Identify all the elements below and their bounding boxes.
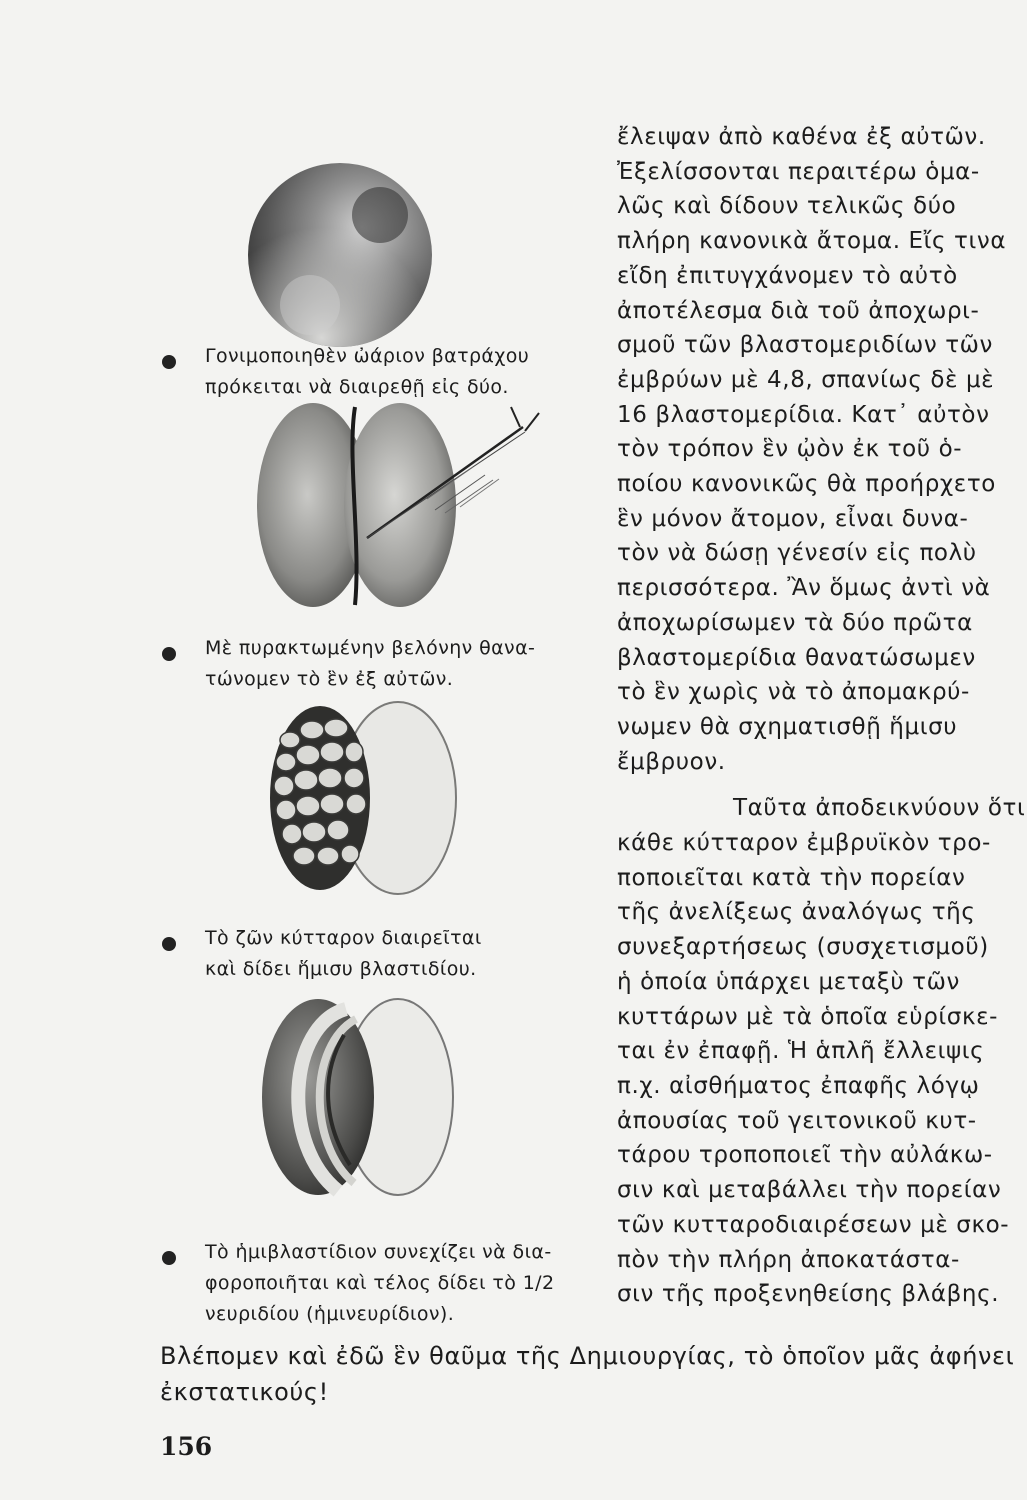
caption-line: Τὸ ζῶν κύτταρον διαιρεῖται: [205, 927, 482, 949]
half-neurula-figure: [258, 995, 458, 1205]
text-line: περισσότερα. Ἂν ὅμως ἀντὶ νὰ: [617, 575, 991, 602]
text-line: Ταῦτα ἀποδεικνύουν ὅτι: [733, 795, 1026, 822]
fertilized-egg-figure: [240, 155, 440, 355]
caption-line: πρόκειται νὰ διαιρεθῇ εἰς δύο.: [205, 376, 509, 398]
text-line: ἀποχωρίσωμεν τὰ δύο πρῶτα: [617, 609, 973, 636]
dividing-cell-figure: [268, 700, 458, 900]
needle-figure: [255, 395, 555, 625]
figure-caption-1: [205, 341, 529, 403]
text-line: ποποιεῖται κατὰ τὴν πορείαν: [617, 864, 966, 891]
caption-line: Τὸ ἡμιβλαστίδιον συνεχίζει νὰ δια-: [205, 1241, 552, 1263]
text-line: τάρου τροποποιεῖ τὴν αὐλάκω-: [617, 1142, 993, 1169]
text-line: ἀπουσίας τοῦ γειτονικοῦ κυτ-: [617, 1107, 977, 1134]
text-line: βλαστομερίδια θανατώσωμεν: [617, 644, 976, 671]
text-line: κάθε κύτταρον ἐμβρυϊκὸν τρο-: [617, 830, 991, 857]
text-line: σιν τῆς προξενηθείσης βλάβης.: [617, 1281, 1000, 1308]
caption-line: τώνομεν τὸ ἓν ἐξ αὐτῶν.: [205, 668, 454, 690]
text-line: τὸν τρόπον ἓν ᾠὸν ἐκ τοῦ ὁ-: [617, 436, 963, 463]
half-neurula-illustration: [258, 995, 458, 1205]
body-text-column: [617, 120, 1026, 1312]
caption-bullet: [162, 355, 176, 369]
text-line: Ἐξελίσσονται περαιτέρω ὁμα-: [617, 158, 980, 185]
text-line: ἡ ὁποία ὑπάρχει μεταξὺ τῶν: [617, 968, 960, 995]
fertilized-egg-illustration: [240, 155, 440, 355]
text-line: π.χ. αἰσθήματος ἐπαφῆς λόγῳ: [617, 1072, 980, 1099]
text-line: συνεξαρτήσεως (συσχετισμοῦ): [617, 934, 989, 961]
text-line: λῶς καὶ δίδουν τελικῶς δύο: [617, 193, 957, 220]
text-line: πὸν τὴν πλήρη ἀποκατάστα-: [617, 1246, 960, 1273]
text-line: σμοῦ τῶν βλαστομεριδίων τῶν: [617, 332, 993, 359]
text-line: ἓν μόνον ἄτομον, εἶναι δυνα-: [617, 505, 969, 532]
text-line: τὸν νὰ δώσῃ γένεσίν εἰς πολὺ: [617, 540, 977, 567]
caption-bullet: [162, 1251, 176, 1265]
figure-caption-3: [205, 923, 482, 985]
text-line: κυττάρων μὲ τὰ ὁποῖα εὑρίσκε-: [617, 1003, 999, 1030]
caption-line: Γονιμοποιηθὲν ὠάριον βατράχου: [205, 345, 530, 367]
paragraph-1: [617, 120, 1010, 779]
page-number: 156: [160, 1432, 213, 1461]
text-line: τὸ ἓν χωρὶς νὰ τὸ ἀπομακρύ-: [617, 679, 970, 706]
caption-bullet: [162, 647, 176, 661]
closing-sentence: [160, 1338, 1020, 1410]
text-line: ἔλειψαν ἀπὸ καθένα ἐξ αὐτῶν.: [617, 124, 986, 150]
closing-line: ἐκστατικούς!: [160, 1378, 329, 1406]
text-line: πλήρη κανονικὰ ἄτομα. Εἴς τινα: [617, 228, 1007, 255]
paragraph-2: [617, 791, 1026, 1312]
text-line: ἀποτέλεσμα διὰ τοῦ ἀποχωρι-: [617, 297, 980, 324]
caption-line: νευριδίου (ἡμινευρίδιον).: [205, 1303, 455, 1325]
caption-line: φοροποιῆται καὶ τέλος δίδει τὸ 1/2: [205, 1272, 555, 1294]
text-line: ποίου κανονικῶς θὰ προήρχετο: [617, 471, 996, 498]
closing-line: Βλέπομεν καὶ ἐδῶ ἓν θαῦμα τῆς Δημιουργίας, τὸ ὁποῖον μᾶς ἀφήνει: [160, 1342, 1015, 1370]
text-line: ἔμβρυον.: [617, 748, 726, 775]
text-line: νωμεν θὰ σχηματισθῇ ἥμισυ: [617, 713, 958, 740]
caption-line: Μὲ πυρακτωμένην βελόνην θανα-: [205, 637, 536, 659]
text-line: τῶν κυτταροδιαιρέσεων μὲ σκο-: [617, 1211, 1010, 1238]
text-line: σιν καὶ μεταβάλλει τὴν πορείαν: [617, 1177, 1002, 1204]
text-line: 16 βλαστομερίδια. Κατ᾽ αὐτὸν: [617, 401, 990, 428]
text-line: εἴδη ἐπιτυγχάνομεν τὸ αὐτὸ: [617, 262, 958, 289]
text-line: τῆς ἀνελίξεως ἀναλόγως τῆς: [617, 899, 976, 926]
text-line: ται ἐν ἐπαφῇ. Ἡ ἁπλῆ ἔλλειψις: [617, 1038, 985, 1065]
text-line: ἐμβρύων μὲ 4,8, σπανίως δὲ μὲ: [617, 366, 995, 393]
half-blastula-illustration: [268, 700, 458, 900]
two-cell-stage-illustration: [255, 395, 555, 625]
figure-caption-2: [205, 633, 535, 695]
caption-bullet: [162, 937, 176, 951]
caption-line: καὶ δίδει ἥμισυ βλαστιδίου.: [205, 958, 477, 980]
figure-caption-4: [205, 1237, 554, 1330]
